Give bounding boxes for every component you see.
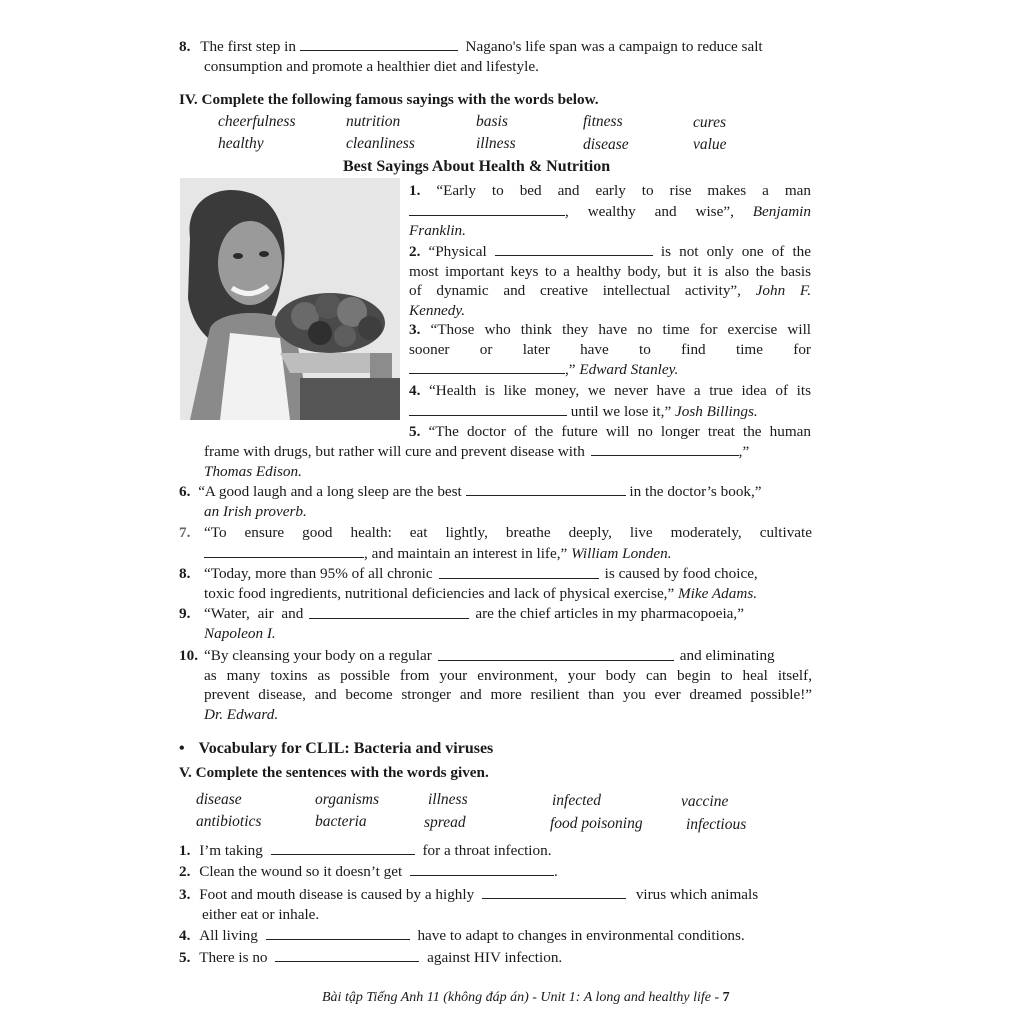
clil-heading-text: Vocabulary for CLIL: Bacteria and viruses xyxy=(198,740,494,757)
saying-author: Thomas Edison. xyxy=(204,462,302,480)
saying-number: 4. xyxy=(409,382,421,399)
saying-author: Benjamin xyxy=(752,202,811,220)
item-text: either eat or inhale. xyxy=(202,905,320,923)
footer-text: Bài tập Tiếng Anh 11 (không đáp án) - Unit 1: A long and healthy life - xyxy=(322,990,720,1005)
saying-text: “Today, more than 95% of all chronic xyxy=(204,565,433,582)
word-bank-item: infected xyxy=(552,792,602,809)
page-number: 7 xyxy=(722,990,730,1005)
item-text: There is no xyxy=(199,949,268,966)
woman-with-fruit-photo xyxy=(180,178,400,420)
item-text: Clean the wound so it doesn’t get xyxy=(199,863,403,880)
answer-blank[interactable] xyxy=(275,947,419,962)
answer-blank[interactable] xyxy=(300,36,458,51)
item-text: I’m taking xyxy=(199,842,263,859)
answer-blank[interactable] xyxy=(466,481,626,496)
item-text: The first step in xyxy=(200,38,296,55)
word-bank-item: food poisoning xyxy=(550,815,643,832)
saying-6 xyxy=(179,481,812,521)
saying-number: 9. xyxy=(179,605,191,622)
saying-9 xyxy=(179,604,812,643)
saying-text: are the chief articles in my pharmacopoeia,” xyxy=(475,605,744,622)
item-number: 1. xyxy=(179,842,191,859)
saying-text: , and maintain an interest in life,” xyxy=(364,544,568,562)
answer-blank[interactable] xyxy=(438,646,674,661)
word-bank-item: cleanliness xyxy=(346,135,415,152)
item-text: Nagano's life span was a campaign to reduce salt xyxy=(465,38,763,55)
saying-4 xyxy=(409,381,811,421)
saying-text: frame with drugs, but rather will cure and prevent disease with xyxy=(204,443,585,460)
item-text: All living xyxy=(199,927,258,944)
item-number: 5. xyxy=(179,949,191,966)
saying-number: 10. xyxy=(179,647,198,664)
saying-text: is caused by food choice, xyxy=(604,565,758,582)
item-text: . xyxy=(554,863,558,880)
saying-author: an Irish proverb. xyxy=(204,502,307,520)
word-bank-item: organisms xyxy=(315,791,380,808)
page-footer xyxy=(322,988,812,1008)
clil-heading xyxy=(179,739,493,759)
item-text: virus which animals xyxy=(635,886,759,903)
saying-number: 3. xyxy=(409,321,421,338)
word-bank-item: basis xyxy=(476,113,508,130)
exercise-item-2 xyxy=(179,861,812,882)
saying-text: , wealthy and wise”, xyxy=(565,202,734,220)
saying-text: “Health is like money, we never have a true idea of its xyxy=(429,382,812,399)
saying-author: Josh Billings. xyxy=(674,402,758,420)
saying-text: “A good laugh and a long sleep are the best xyxy=(198,483,462,500)
saying-text: “Those who think they have no time for exercise will xyxy=(430,321,812,338)
saying-5-continued xyxy=(204,441,812,481)
word-bank-item: nutrition xyxy=(346,113,401,130)
item-text: against HIV infection. xyxy=(427,949,563,966)
answer-blank[interactable] xyxy=(495,241,653,256)
word-bank-item: illness xyxy=(428,791,468,808)
item-text: Foot and mouth disease is caused by a highly xyxy=(199,886,475,903)
word-bank-item: cures xyxy=(693,114,726,131)
word-bank-item: antibiotics xyxy=(196,813,262,830)
word-bank-item: infectious xyxy=(686,816,747,833)
saying-text: and eliminating xyxy=(679,647,775,664)
saying-text: “Physical xyxy=(428,243,487,260)
word-bank-item: disease xyxy=(196,791,242,808)
word-bank-item: illness xyxy=(476,135,516,152)
word-bank-item: spread xyxy=(424,814,466,831)
saying-number: 1. xyxy=(409,182,421,199)
saying-text: “The doctor of the future will no longer treat the human xyxy=(428,423,811,440)
item-text: have to adapt to changes in environmental conditions. xyxy=(417,927,745,944)
word-bank-item: fitness xyxy=(583,113,623,130)
exercise-item-1 xyxy=(179,840,812,861)
answer-blank[interactable] xyxy=(409,401,567,416)
item-number: 2. xyxy=(179,863,191,880)
saying-author: William Londen. xyxy=(571,544,672,562)
word-bank-item: vaccine xyxy=(681,793,729,810)
item-number: 8. xyxy=(179,38,191,55)
exercise-item-3 xyxy=(179,884,812,924)
saying-text: “To ensure good health: eat lightly, breathe deeply, live moderately, cultivate xyxy=(204,524,812,541)
photo-illustration xyxy=(180,178,400,420)
answer-blank[interactable] xyxy=(409,201,565,216)
saying-author: Franklin. xyxy=(409,222,466,239)
word-bank-item: bacteria xyxy=(315,813,367,830)
saying-1 xyxy=(409,181,811,241)
saying-author: Napoleon I. xyxy=(204,624,276,642)
top-item-8 xyxy=(179,36,813,76)
exercise-item-4 xyxy=(179,925,812,946)
saying-number: 2. xyxy=(409,243,421,260)
saying-7 xyxy=(179,523,812,563)
saying-text: prevent disease, and become stronger and more resilient than you ever dreamed possible!” xyxy=(204,686,812,703)
answer-blank[interactable] xyxy=(271,840,415,855)
saying-text: “Early to bed and early to rise makes a man xyxy=(436,182,811,199)
exercise-item-5 xyxy=(179,947,812,968)
answer-blank[interactable] xyxy=(409,359,565,374)
item-number: 4. xyxy=(179,927,191,944)
saying-2 xyxy=(409,241,811,320)
saying-text: ,” xyxy=(738,443,750,460)
saying-3 xyxy=(409,320,811,380)
section-subtitle: Best Sayings About Health & Nutrition xyxy=(343,158,611,175)
saying-text: most important keys to a healthy body, but it is also the basis xyxy=(409,262,811,280)
saying-number: 7. xyxy=(179,524,191,541)
saying-text: of dynamic and creative intellectual activity”, xyxy=(409,282,741,299)
answer-blank[interactable] xyxy=(309,604,469,619)
section-heading: V. Complete the sentences with the words given. xyxy=(179,764,489,781)
saying-number: 6. xyxy=(179,483,191,500)
word-bank-item: healthy xyxy=(218,135,264,152)
section-heading: IV. Complete the following famous sayings with the words below. xyxy=(179,91,599,108)
saying-text: “Water, air and xyxy=(204,605,304,622)
answer-blank[interactable] xyxy=(266,925,410,940)
saying-author: Dr. Edward. xyxy=(204,705,279,723)
saying-text: “By cleansing your body on a regular xyxy=(204,647,432,664)
answer-blank[interactable] xyxy=(591,441,739,456)
item-number: 3. xyxy=(179,886,191,903)
word-bank-item: value xyxy=(693,136,727,153)
saying-author: Edward Stanley. xyxy=(579,361,679,378)
saying-8 xyxy=(179,564,812,603)
saying-author: Mike Adams. xyxy=(678,584,758,602)
answer-blank[interactable] xyxy=(204,543,364,558)
saying-5 xyxy=(409,422,811,442)
saying-author: Kennedy. xyxy=(409,301,466,319)
saying-text: is not only one of the xyxy=(660,243,812,260)
saying-author: John F. xyxy=(755,282,812,299)
answer-blank[interactable] xyxy=(439,564,599,579)
saying-text: in the doctor’s book,” xyxy=(629,483,762,500)
item-text: consumption and promote a healthier diet and lifestyle. xyxy=(204,57,539,75)
answer-blank[interactable] xyxy=(410,861,554,876)
saying-10 xyxy=(179,646,812,724)
saying-text: until we lose it,” xyxy=(570,402,672,420)
item-text: for a throat infection. xyxy=(422,842,552,859)
bullet: • xyxy=(179,740,185,757)
word-bank-item: disease xyxy=(583,136,629,153)
saying-number: 5. xyxy=(409,423,421,440)
saying-text: sooner or later have to find time for xyxy=(409,340,811,358)
saying-text: toxic food ingredients, nutritional deficiencies and lack of physical exercise,” xyxy=(204,584,675,602)
saying-text: as many toxins as possible from your environment, your body can begin to heal itself, xyxy=(204,666,812,684)
saying-number: 8. xyxy=(179,565,191,582)
answer-blank[interactable] xyxy=(482,884,626,899)
saying-text: ,” xyxy=(565,361,576,378)
word-bank-item: cheerfulness xyxy=(218,113,296,130)
